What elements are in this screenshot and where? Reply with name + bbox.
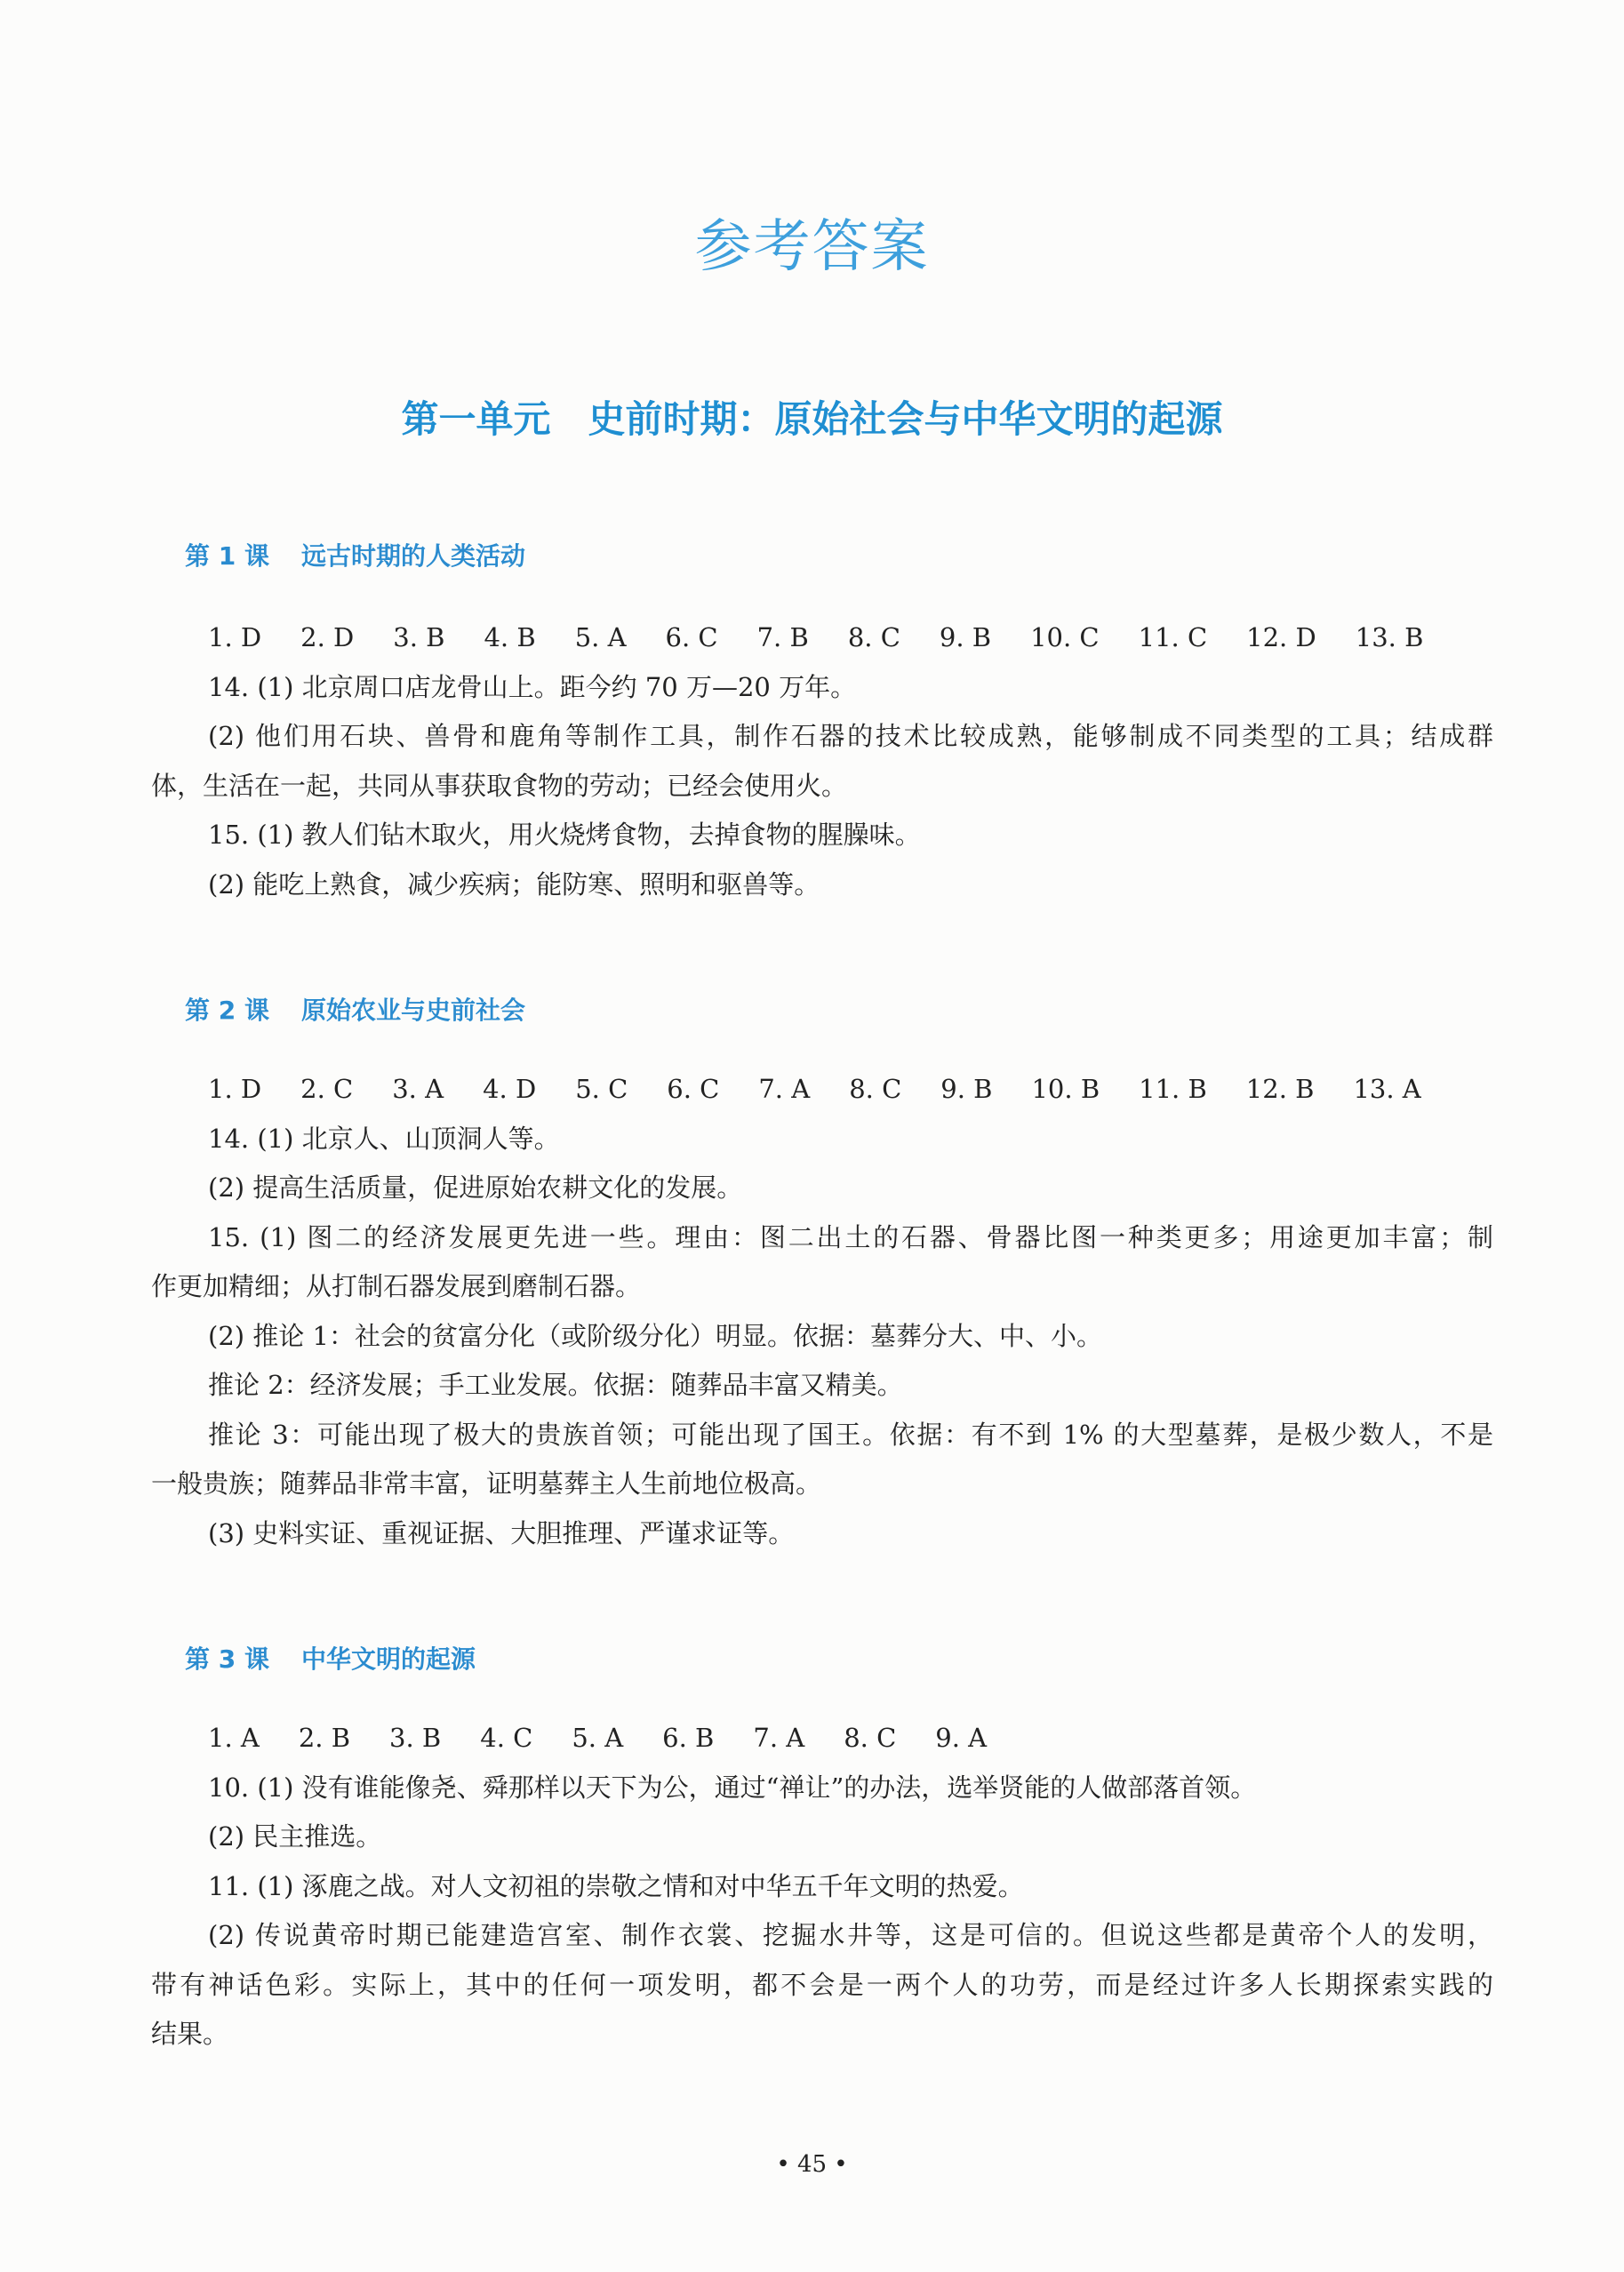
lesson-title: 原始农业与史前社会 [300,996,525,1025]
answer-line: 一般贵族；随葬品非常丰富，证明墓葬主人生前地位极高。 [151,1468,822,1499]
choice-answer: 11. B [1139,1074,1207,1104]
choice-answer: 7. A [753,1723,805,1753]
choice-answer: 4. D [483,1074,537,1104]
lesson-label: 第 1 课 [185,541,269,571]
choice-answer: 9. A [935,1723,988,1753]
unit-title: 第一单元 史前时期：原始社会与中华文明的起源 [401,397,1223,441]
answer-line: (2) 提高生活质量，促进原始农耕文化的发展。 [208,1172,743,1203]
answer-paragraph [151,811,1493,860]
answer-line: 11. (1) 涿鹿之战。对人文初祖的崇敬之情和对中华五千年文明的热爱。 [208,1870,1024,1901]
choice-answer: 4. C [480,1723,533,1753]
answer-line: 推论 3：可能出现了极大的贵族首领；可能出现了国王。依据：有不到 1% 的大型墓葬，是极少数人，不是 [208,1419,1493,1450]
answer-paragraph [151,1509,1493,1559]
lesson-title: 中华文明的起源 [300,1644,476,1674]
choice-answer: 4. B [484,622,536,652]
choice-answers [151,1065,1493,1115]
answer-line: (2) 能吃上熟食，减少疾病；能防寒、照明和驱兽等。 [208,868,820,900]
answer-line: 体，生活在一起，共同从事获取食物的劳动；已经会使用火。 [151,770,848,801]
answer-paragraph [151,1164,1493,1213]
lesson-1-heading [185,539,525,574]
answer-line: 带有神话色彩。实际上，其中的任何一项发明，都不会是一两个人的功劳，而是经过许多人长期探索实践的 [151,1969,1493,2000]
answer-line: 14. (1) 北京人、山顶洞人等。 [208,1123,560,1154]
choice-answer: 3. B [393,622,445,652]
answer-line: (3) 史料实证、重视证据、大胆推理、严谨求证等。 [208,1517,795,1548]
choice-answer: 10. B [1031,1074,1100,1104]
page-number: • 45 • [776,2151,848,2178]
answer-paragraph [151,1115,1493,1164]
lesson-label: 第 3 课 [185,1644,269,1674]
page-title: 参考答案 [694,214,930,280]
answer-line: 14. (1) 北京周口店龙骨山上。距今约 70 万—20 万年。 [208,671,857,702]
choice-answer: 12. B [1245,1074,1315,1104]
choice-answer: 5. A [572,1723,624,1753]
choice-answer: 1. D [208,1074,262,1104]
lesson-2-body [151,1065,1493,1558]
lesson-3-body [151,1714,1493,2060]
lesson-2-heading [185,993,525,1028]
choice-answer: 5. A [574,622,627,652]
answer-paragraph [151,1312,1493,1362]
choice-answer: 2. B [298,1723,351,1753]
choice-answer: 1. D [208,622,262,652]
choice-answer: 3. B [389,1723,442,1753]
choice-answer: 9. B [939,622,992,652]
answer-line: 作更加精细；从打制石器发展到磨制石器。 [151,1271,642,1301]
choice-answer: 8. C [849,1074,902,1104]
answer-paragraph [151,1764,1493,1813]
answer-paragraph [151,1213,1493,1312]
choice-answer: 2. C [300,1074,354,1104]
answer-line: 10. (1) 没有谁能像尧、舜那样以天下为公，通过“禅让”的办法，选举贤能的人做部落首领。 [208,1772,1257,1803]
answer-paragraph [151,712,1493,811]
answer-paragraph [151,1862,1493,1912]
answer-paragraph [151,663,1493,713]
answer-line: 结果。 [151,2019,229,2049]
choice-answer: 13. A [1353,1074,1421,1104]
choice-answer: 11. C [1138,622,1208,652]
choice-answer: 6. B [662,1723,715,1753]
choice-answer: 2. D [300,622,355,652]
choice-answer: 6. C [667,1074,720,1104]
answer-paragraph [151,1812,1493,1862]
lesson-1-body [151,613,1493,909]
answer-paragraph [151,1911,1493,2060]
choice-answer: 9. B [940,1074,993,1104]
choice-answer: 13. B [1355,622,1424,652]
choice-answers [151,613,1493,663]
choice-answer: 8. C [847,622,900,652]
choice-answer: 10. C [1030,622,1100,652]
choice-answers [151,1714,1493,1764]
answer-line: (2) 民主推选。 [208,1821,382,1852]
choice-answer: 5. C [575,1074,628,1104]
choice-answer: 7. B [756,622,809,652]
choice-answer: 7. A [758,1074,811,1104]
answer-line: (2) 他们用石块、兽骨和鹿角等制作工具，制作石器的技术比较成熟，能够制成不同类型的工具；结成群 [208,721,1493,751]
choice-answer: 12. D [1246,622,1316,652]
choice-answer: 3. A [392,1074,444,1104]
choice-answer: 8. C [844,1723,897,1753]
answer-line: 15. (1) 教人们钻木取火，用火烧烤食物，去掉食物的腥臊味。 [208,820,921,850]
answer-line: (2) 推论 1：社会的贫富分化（或阶级分化）明显。依据：墓葬分大、中、小。 [208,1320,1102,1351]
lesson-label: 第 2 课 [185,996,269,1025]
answer-line: (2) 传说黄帝时期已能建造宫室、制作衣裳、挖掘水井等，这是可信的。但说这些都是黄帝个人的发明， [208,1920,1493,1950]
choice-answer: 6. C [665,622,718,652]
answer-paragraph [151,1361,1493,1411]
lesson-3-heading [185,1642,476,1677]
answer-paragraph [151,1411,1493,1509]
choice-answer: 1. A [208,1723,260,1753]
answer-line: 15. (1) 图二的经济发展更先进一些。理由：图二出土的石器、骨器比图一种类更多；用途更加丰富；制 [208,1221,1493,1252]
lesson-title: 远古时期的人类活动 [300,541,525,571]
answer-line: 推论 2：经济发展；手工业发展。依据：随葬品丰富又精美。 [208,1370,903,1400]
answer-paragraph [151,860,1493,910]
